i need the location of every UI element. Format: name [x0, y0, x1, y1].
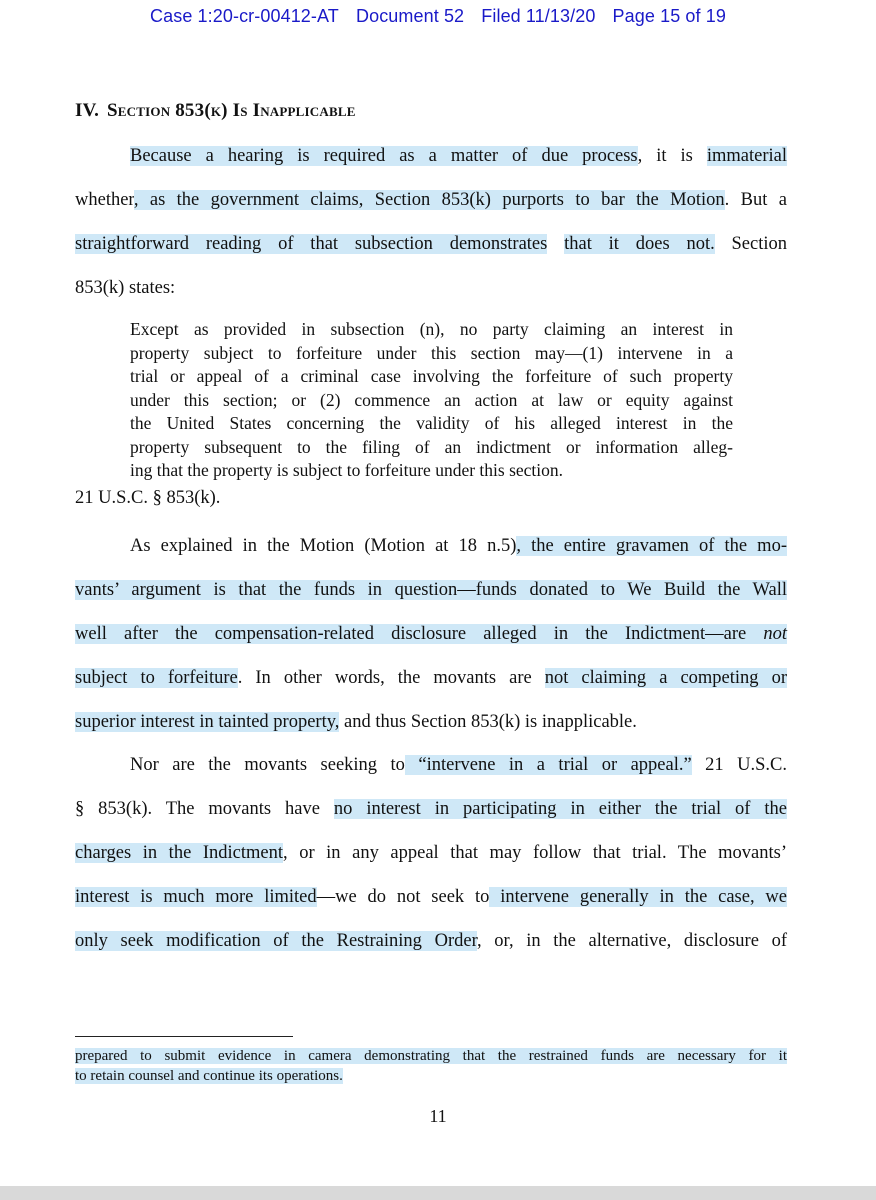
text-line: whether, as the government claims, Section 853(k) purports to bar the Motion. But a — [75, 190, 787, 210]
paragraph-1 — [75, 134, 787, 310]
filing-header — [0, 6, 876, 27]
quote-line: Except as provided in subsection (n), no party claiming an interest in — [130, 319, 733, 339]
text-line: 853(k) states: — [75, 278, 176, 298]
quote-line: under this section; or (2) commence an action at law or equity against — [130, 389, 733, 410]
text-line: superior interest in tainted property, and thus Section 853(k) is inapplicable. — [75, 712, 637, 732]
footnote-line: prepared to submit evidence in camera demonstrating that the restrained funds are necessary for it — [75, 1048, 787, 1064]
filed-date: Filed 11/13/20 — [481, 6, 596, 26]
text-line: subject to forfeiture. In other words, the movants are not claiming a competing or — [75, 668, 787, 688]
footnote-divider — [75, 1036, 293, 1037]
text-line: charges in the Indictment, or in any appeal that may follow that trial. The movants’ — [75, 843, 787, 863]
section-heading — [75, 100, 356, 122]
text-line: well after the compensation-related disclosure alleged in the Indictment—are not — [75, 624, 787, 644]
block-quote — [130, 318, 733, 483]
footnote-line: to retain counsel and continue its operations. — [75, 1068, 343, 1084]
paragraph-2 — [75, 524, 787, 744]
statute-citation: 21 U.S.C. § 853(k). — [75, 488, 221, 508]
text-line: vants’ argument is that the funds in question—funds donated to We Build the Wall — [75, 580, 787, 600]
text-line: Nor are the movants seeking to “intervene in a trial or appeal.” 21 U.S.C. — [130, 755, 787, 775]
text-line: interest is much more limited—we do not seek to intervene generally in the case, we — [75, 887, 787, 907]
case-number: Case 1:20-cr-00412-AT — [150, 6, 339, 26]
quote-line: trial or appeal of a criminal case involving the forfeiture of such property — [130, 366, 733, 386]
quote-line: property subsequent to the filing of an indictment or information alleg- — [130, 436, 733, 457]
text-line: § 853(k). The movants have no interest in participating in either the trial of the — [75, 799, 787, 819]
footnote — [75, 1046, 787, 1086]
section-number: IV. — [75, 100, 100, 121]
section-title: Section 853(k) Is Inapplicable — [107, 100, 356, 121]
text-line: straightforward reading of that subsection demonstrates that it does not. Section — [75, 234, 788, 254]
text-line: only seek modification of the Restraining Order, or, in the alternative, disclosure of — [75, 931, 787, 951]
text-line: As explained in the Motion (Motion at 18 n.5), the entire gravamen of the mo- — [130, 536, 787, 556]
quote-line: property subject to forfeiture under this section may—(1) intervene in a — [130, 342, 733, 363]
page-count: Page 15 of 19 — [612, 6, 726, 26]
quote-line: ing that the property is subject to forfeiture under this section. — [130, 460, 564, 480]
viewer-bottom-bar — [0, 1186, 876, 1200]
quote-line: the United States concerning the validity of his alleged interest in the — [130, 413, 733, 433]
paragraph-3 — [75, 743, 787, 963]
document-number: Document 52 — [356, 6, 465, 26]
text-line: Because a hearing is required as a matter of due process, it is immaterial — [130, 146, 787, 166]
page-number: 11 — [429, 1106, 447, 1126]
